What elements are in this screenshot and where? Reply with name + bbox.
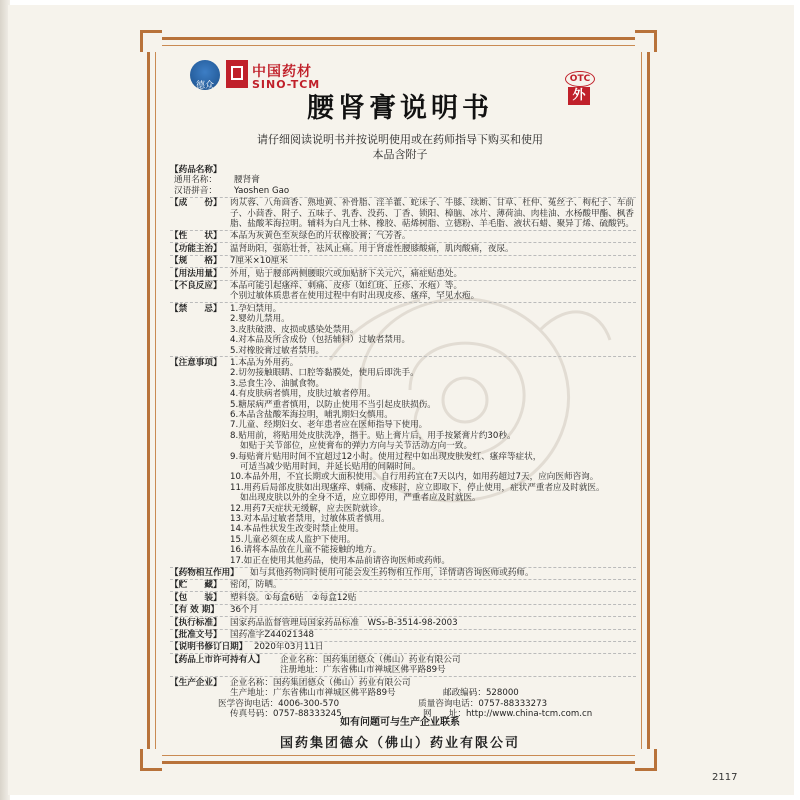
pinyin-row (174, 186, 636, 196)
list-item-continued: 如出现皮肤以外的全身不适，应立即停用，严重者应及时就医。 (240, 493, 481, 504)
field-label: 邮政编码： (442, 688, 486, 699)
brand-name-cn: 中国药材 (252, 64, 312, 80)
field-label: 【贮 藏】 (170, 580, 222, 591)
corner-ornament (635, 30, 657, 52)
list-item-continued: 可适当减少贴用时间，并延长贴用的间隔时间。 (240, 461, 421, 472)
generic-name-row (174, 175, 636, 185)
field-label: 【药品名称】 (170, 165, 222, 175)
list-item: 13.对本品过敏者禁用，过敏体质者慎用。 (230, 514, 390, 524)
field-label: 【禁 忌】 (170, 303, 222, 314)
adverse-line: 本品可能引起瘙痒、刺痛、皮疹（如红斑、丘疹、水疱）等。 (230, 281, 463, 292)
mfr-website-value: http://www.china-tcm.com.cn (465, 708, 593, 719)
field-label: 生产地址： (230, 688, 273, 699)
pinyin-value: Yaoshen Gao (234, 185, 290, 196)
list-item: 15.儿童必须在成人监护下使用。 (230, 534, 356, 545)
list-item: 9.每贴膏片贴用时间不宜超过12小时。使用过程中如出现皮肤发红、瘙痒等症状， (230, 451, 542, 462)
package-value: 塑料袋。①每盒6贴 ②每盒12贴 (230, 592, 357, 603)
field-label: 【包 装】 (170, 592, 222, 603)
field-label: 通用名称： (174, 175, 217, 186)
list-item: 4.有皮肤病者慎用，皮肤过敏者停用。 (230, 389, 376, 400)
field-label: 【功能主治】 (170, 243, 222, 254)
storage-row (170, 579, 636, 591)
usage-row (170, 267, 636, 279)
aconite-notice: 本品含附子 (372, 148, 428, 161)
mfr-phone-row (170, 699, 636, 709)
adverse-row (170, 280, 636, 302)
list-item-continued: 如贴于关节部位，应使膏布的弹力方向与关节活动方向一致。 (240, 441, 473, 452)
interaction-row (170, 567, 636, 579)
list-item: 16.请将本品放在儿童不能接触的地方。 (230, 545, 382, 556)
revision-date: 2020年03月11日 (254, 642, 324, 653)
usage-value: 外用，贴于腰部两侧腰眼穴或加贴脐下关元穴，痛症贴患处。 (230, 268, 463, 279)
contact-notice: 如有问题可与生产企业联系 (340, 717, 460, 728)
list-item: 5.对橡胶膏过敏者禁用。 (230, 345, 325, 356)
package-row (170, 591, 636, 603)
field-label: 网 址： (422, 708, 466, 719)
list-item: 3.皮肤破溃、皮损或感染处禁用。 (230, 324, 359, 335)
approval-number: 国药准字Z44021348 (230, 630, 315, 641)
character-row (170, 230, 636, 242)
precautions-row (170, 356, 636, 566)
field-label: 【规 格】 (170, 256, 222, 267)
validity-value: 36个月 (230, 605, 259, 616)
list-item: 7.儿童、经期妇女、老年患者应在医师指导下使用。 (230, 420, 428, 431)
list-item: 6.本品含盐酸苯海拉明，哺乳期妇女慎用。 (230, 409, 393, 420)
adverse-value (230, 281, 636, 302)
field-label: 【成 份】 (170, 198, 222, 209)
list-item: 4.对本品及所含成份（包括辅料）过敏者禁用。 (230, 335, 411, 346)
field-label: 传真号码： (230, 708, 273, 719)
field-label: 【生产企业】 (170, 677, 222, 688)
contraindications-list (230, 304, 636, 356)
character-value: 本品为灰黄色至灰绿色的片状橡胶膏；气芳香。 (230, 231, 411, 242)
mah-company-value: 国药集团德众（佛山）药业有限公司 (322, 654, 461, 665)
list-item: 12.用药7天症状无缓解，应去医院就诊。 (230, 503, 387, 514)
field-label: 质量咨询电话： (418, 698, 479, 709)
field-label: 【注意事项】 (170, 357, 222, 368)
list-item: 14.本品性状发生改变时禁止使用。 (230, 524, 364, 535)
generic-name-value: 腰肾膏 (234, 175, 260, 186)
field-label: 医学咨询电话： (218, 698, 279, 709)
list-item: 11.用药后局部皮肤如出现瘙痒、刺痛、皮疹时，应立即取下，停止使用，症状严重者应及时就医。 (230, 482, 605, 493)
mfr-fax-value: 0757-88333245 (272, 708, 342, 719)
field-label: 企业名称： (230, 677, 273, 688)
field-label: 【药品上市许可持有人】 (170, 654, 265, 665)
mfr-quality-phone: 0757-88333273 (478, 698, 548, 709)
field-label: 【批准文号】 (170, 630, 222, 641)
list-item: 17.如正在使用其他药品，使用本品前请咨询医师或药师。 (230, 555, 450, 566)
company-name-footer: 国药集团德众（佛山）药业有限公司 (279, 736, 520, 751)
field-label: 【说明书修订日期】 (170, 642, 248, 653)
list-item: 1.孕妇禁用。 (230, 303, 282, 314)
list-item: 5.糖尿病严重者慎用，以防止使用不当引起皮肤损伤。 (230, 399, 436, 410)
storage-value: 密闭，防晒。 (230, 580, 282, 591)
mfr-postcode-value: 528000 (485, 688, 519, 699)
ingredients-value: 肉苁蓉、八角茴香、熟地黄、补骨脂、淫羊藿、蛇床子、牛膝、续断、甘草、杜仲、菟丝子、枸杞子、车前子、小茴香、附子、五味子、乳香、没药、丁香、锁阳、樟脑、冰片、薄荷油、肉桂油、水杨酸甲酯、枫香脂、盐酸苯海拉明。辅料为白凡士林、橡胶、萜烯树脂、立德粉、羊毛脂、液状石蜡、聚异丁烯、硫酸钙。 (230, 198, 634, 230)
logo-text: 德众 (195, 81, 214, 90)
field-label: 【有 效 期】 (170, 605, 219, 616)
mfr-address-row (170, 688, 636, 698)
contraindications-row (170, 302, 636, 356)
field-label: 汉语拼音： (174, 185, 217, 196)
leaflet-content (170, 165, 636, 719)
standard-value: 国家药品监督管理局国家药品标准 WS₃-B-3514-98-2003 (230, 617, 458, 628)
corner-ornament (140, 749, 162, 771)
mfr-company-row (170, 678, 636, 688)
print-code: 2117 (712, 772, 738, 783)
corner-ornament (140, 30, 162, 52)
page-title: 腰肾膏说明书 (307, 93, 493, 124)
usage-notice: 请仔细阅读说明书并按说明使用或在药师指导下购买和使用 (257, 133, 543, 146)
mfr-address-value: 广东省佛山市禅城区佛平路89号 (272, 688, 396, 699)
standard-row (170, 616, 636, 628)
mfr-consult-phone: 4006-300-570 (278, 698, 340, 709)
list-item: 10.本品外用，不宜长期或大面积使用。自行用药宜在7天以内，如用药超过7天，应向医师咨询。 (230, 472, 599, 483)
mah-address-row (170, 665, 636, 675)
field-label: 【药物相互作用】 (170, 568, 239, 579)
adverse-line: 个别过敏体质患者在使用过程中有时出现皮疹、瘙痒，罕见水疱。 (230, 291, 480, 302)
mah-company-row (170, 655, 636, 665)
mfr-company-value: 国药集团德众（佛山）药业有限公司 (272, 677, 411, 688)
indication-row (170, 242, 636, 254)
otc-badge: OTC (565, 71, 595, 87)
list-item: 1.本品为外用药。 (230, 357, 299, 368)
field-label: 【用法用量】 (170, 268, 222, 279)
revision-row (170, 641, 636, 653)
sino-tcm-logo-icon (226, 60, 248, 88)
mah-address-value: 广东省佛山市禅城区佛平路89号 (322, 665, 446, 676)
field-label: 企业名称： (280, 654, 323, 665)
field-label: 【执行标准】 (170, 617, 222, 628)
list-item: 3.忌食生冷、油腻食物。 (230, 378, 325, 389)
field-label: 【不良反应】 (170, 281, 222, 292)
list-item: 2.婴幼儿禁用。 (230, 314, 290, 325)
external-use-badge: 外 (568, 87, 590, 105)
ingredients-row (170, 197, 636, 230)
mah-section (170, 653, 636, 675)
drug-name-section (170, 165, 636, 175)
interaction-value: 如与其他药物同时使用可能会发生药物相互作用，详情请咨询医师或药师。 (250, 568, 534, 579)
spec-row (170, 255, 636, 267)
brand-name-en: SINO-TCM (252, 78, 321, 91)
corner-ornament (635, 749, 657, 771)
indication-value: 温肾助阳，强筋壮骨，祛风止痛。用于肾虚性腰膝酸痛，肌肉酸痛，夜尿。 (230, 243, 514, 254)
precautions-list (230, 358, 636, 566)
spec-value: 7厘米×10厘米 (230, 256, 288, 267)
approval-row (170, 629, 636, 641)
field-label: 注册地址： (280, 665, 323, 676)
list-item: 8.贴用前，将贴用处皮肤洗净，揩干。贴上膏片后，用手按紧膏片约30秒。 (230, 430, 516, 441)
list-item: 2.切勿接触眼睛、口腔等黏膜处，使用后即洗手。 (230, 368, 419, 379)
field-label: 【性 状】 (170, 231, 222, 242)
validity-row (170, 604, 636, 616)
